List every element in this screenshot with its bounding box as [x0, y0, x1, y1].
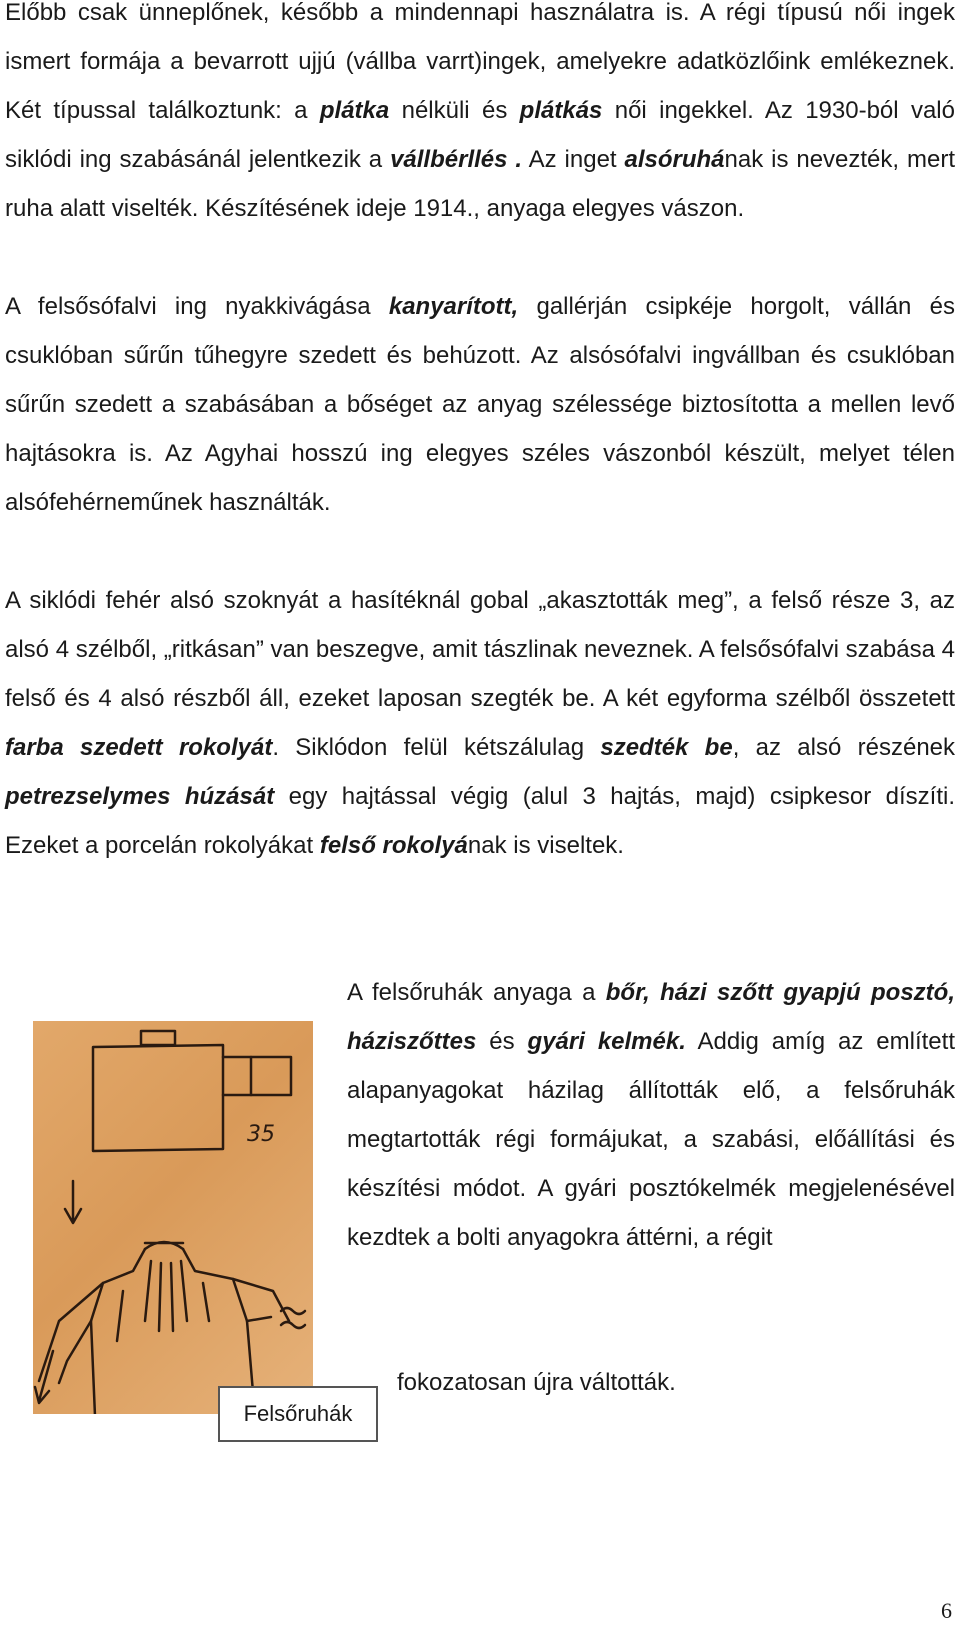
paragraph-skirts: A siklódi fehér alsó szoknyát a hasítéknál gobal „akasztották meg”, a felső része 3, az alsó 4 szélből, „ritkásan” van beszegve, amit tászlinak neveznek. A felsősófalvi szabása 4 felső és 4 alsó részből áll, ezeket laposan szegték be. A két egyforma szélből összetett farba szedett rokolyát. Siklódon felül kétszálulag szedték be, az alsó részének petrezselymes húzását egy hajtással végig (alul 3 hajtás, majd) csipkesor díszíti. Ezeket a porcelán rokolyákat felső rokolyának is viseltek. — [5, 587, 956, 859]
down-arrow-icon — [65, 1181, 81, 1223]
figure-caption: Felsőruhák — [218, 1386, 378, 1442]
gathered-shirt-collar — [145, 1242, 183, 1249]
shirt-sketch-illustration — [33, 1021, 313, 1414]
paragraph-women-shirts: Előbb csak ünneplőnek, később a mindennapi használatra is. A régi típusú női ingek ismert formája a bevarrott ujjú (vállba varrt)ingek, amelyekre adatközlőink emlékeznek. Két típussal találkoztunk: a plátka nélküli és plátkás női ingekkel. Az 1930-ból való siklódi ing szabásánál jelentkezik a vállbérllés . Az inget alsóruhának is nevezték, mert ruha alatt viselték. Készítésének ideje 1914., anyaga elegyes vászon. — [5, 0, 955, 222]
page-number: 6 — [941, 1598, 952, 1623]
diagonal-arrow-icon — [35, 1351, 53, 1403]
paragraph-outerwear: A felsőruhák anyaga a bőr, házi szőtt gyapjú posztó, háziszőttes és gyári kelmék. Addig amíg az említett alapanyagokat házilag állították elő, a felsőruhák megtartották régi formájukat, a szabási, előállítási és készítési módot. A gyári posztókelmék megjelenésével kezdtek a bolti anyagokra áttérni, a régit — [347, 979, 955, 1251]
paragraph-outerwear-last-line: fokozatosan újra váltották. — [397, 1369, 676, 1396]
paragraph-shirt-variants: A felsősófalvi ing nyakkivágása kanyarított, gallérján csipkéje horgolt, vállán és csuklóban sűrűn tűhegyre szedett és behúzott. Az alsósófalvi ingvállban és csuklóban sűrűn szedett a szabásában a bőséget az anyag szélessége biztosította a mellen levő hajtásokra is. Az Agyhai hosszú ing elegyes széles vászonból készült, melyet télen alsófehérneműnek használták. — [5, 293, 955, 516]
figure-number-label: 35 — [247, 1122, 275, 1147]
flat-shirt-collar — [141, 1031, 175, 1045]
gathered-shirt-sleeve-right — [233, 1279, 289, 1321]
flat-shirt-body — [93, 1045, 223, 1151]
flat-shirt-sleeve — [223, 1057, 291, 1095]
shirt-sketch-drawing — [33, 1021, 313, 1414]
